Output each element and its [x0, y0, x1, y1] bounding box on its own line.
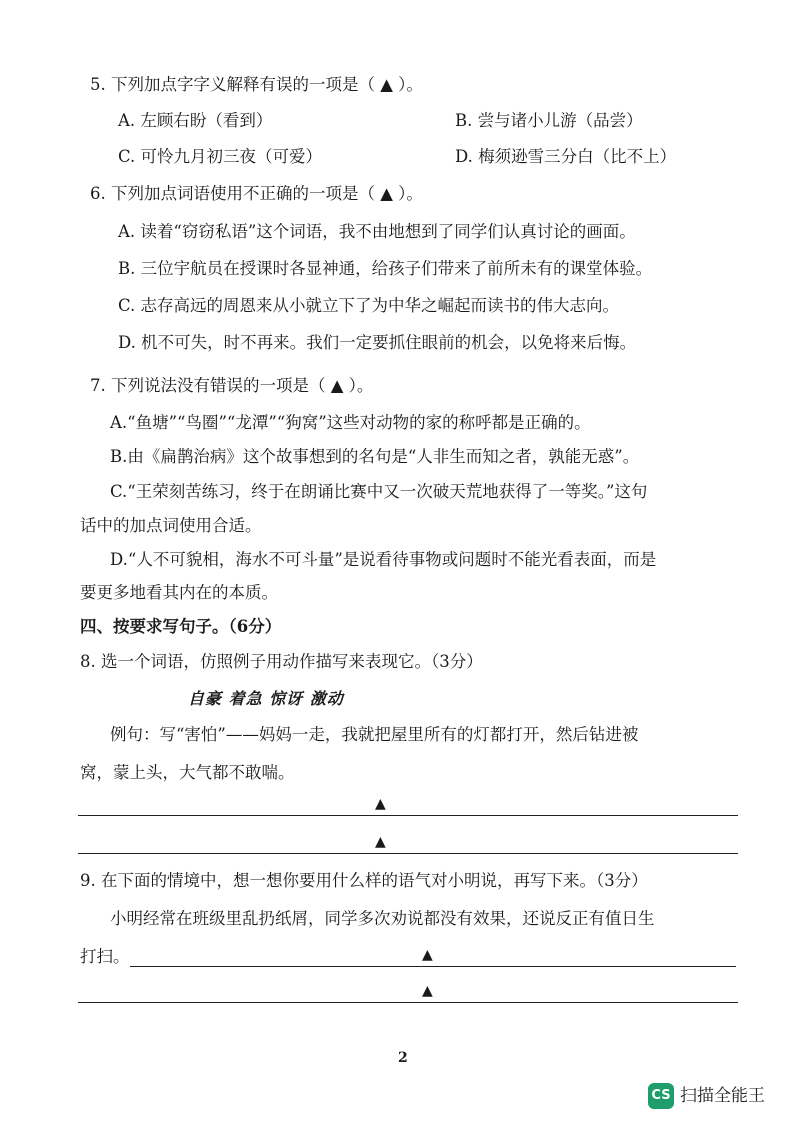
- q8-example-line2: 窝，蒙上头，大气都不敢喘。: [80, 763, 295, 782]
- q9-scenario-line2: 打扫。: [80, 947, 130, 966]
- q8-answer-line-1[interactable]: [78, 815, 738, 816]
- q5-option-c: C. 可怜九月初三夜（可爱）: [118, 147, 323, 166]
- q7-option-c-line1: C.“王荣刻苦练习，终于在朗诵比赛中又一次破天荒地获得了一等奖。”这句: [110, 482, 648, 501]
- q5-stem: 5. 下列加点字字义解释有误的一项是（ ▲ ）。: [90, 75, 423, 94]
- q9-stem: 9. 在下面的情境中，想一想你要用什么样的语气对小明说，再写下来。（3分）: [80, 871, 648, 890]
- scanner-logo-icon: CS: [648, 1083, 674, 1109]
- q7-option-c-line2: 话中的加点词使用合适。: [80, 516, 262, 535]
- q6-option-c: C. 志存高远的周恩来从小就立下了为中华之崛起而读书的伟大志向。: [118, 296, 620, 315]
- q5-option-a: A. 左顾右盼（看到）: [118, 111, 273, 130]
- q7-option-d-line1: D.“人不可貌相，海水不可斗量”是说看待事物或问题时不能光看表面，而是: [110, 550, 657, 569]
- q8-answer-line-2[interactable]: [78, 853, 738, 854]
- q8-answer-mark-1: ▲: [375, 796, 386, 812]
- q7-option-d-line2: 要更多地看其内在的本质。: [80, 583, 278, 602]
- q7-stem: 7. 下列说法没有错误的一项是（ ▲ ）。: [90, 376, 374, 395]
- q8-word-choices: 自豪 着急 惊讶 激动: [188, 689, 344, 708]
- q6-stem: 6. 下列加点词语使用不正确的一项是（ ▲ ）。: [90, 184, 423, 203]
- q8-stem: 8. 选一个词语，仿照例子用动作描写来表现它。（3分）: [80, 652, 483, 671]
- q5-option-d: D. 梅须逊雪三分白（比不上）: [455, 147, 677, 166]
- q9-answer-line-2[interactable]: [78, 1002, 738, 1003]
- section-four-heading: 四、按要求写句子。（6分）: [80, 617, 282, 636]
- q6-option-b: B. 三位宇航员在授课时各显神通，给孩子们带来了前所未有的课堂体验。: [118, 259, 653, 278]
- q9-answer-mark-1: ▲: [422, 947, 433, 963]
- page-number: 2: [398, 1050, 408, 1066]
- scanner-watermark-text: 扫描全能王: [680, 1086, 765, 1106]
- q9-answer-line-1[interactable]: [130, 966, 736, 967]
- q9-answer-mark-2: ▲: [422, 983, 433, 999]
- q5-option-b: B. 尝与诸小儿游（品尝）: [455, 111, 643, 130]
- q6-option-a: A. 读着“窃窃私语”这个词语，我不由地想到了同学们认真讨论的画面。: [118, 222, 636, 241]
- q7-option-b: B.由《扁鹊治病》这个故事想到的名句是“人非生而知之者，孰能无惑”。: [110, 447, 640, 466]
- q9-scenario-line1: 小明经常在班级里乱扔纸屑，同学多次劝说都没有效果，还说反正有值日生: [110, 909, 655, 928]
- q8-answer-mark-2: ▲: [375, 834, 386, 850]
- q7-option-a: A.“鱼塘”“鸟圈”“龙潭”“狗窝”这些对动物的家的称呼都是正确的。: [110, 413, 591, 432]
- q8-example-line1: 例句：写“害怕”——妈妈一走，我就把屋里所有的灯都打开，然后钻进被: [110, 725, 639, 744]
- q6-option-d: D. 机不可失，时不再来。我们一定要抓住眼前的机会，以免将来后悔。: [118, 333, 637, 352]
